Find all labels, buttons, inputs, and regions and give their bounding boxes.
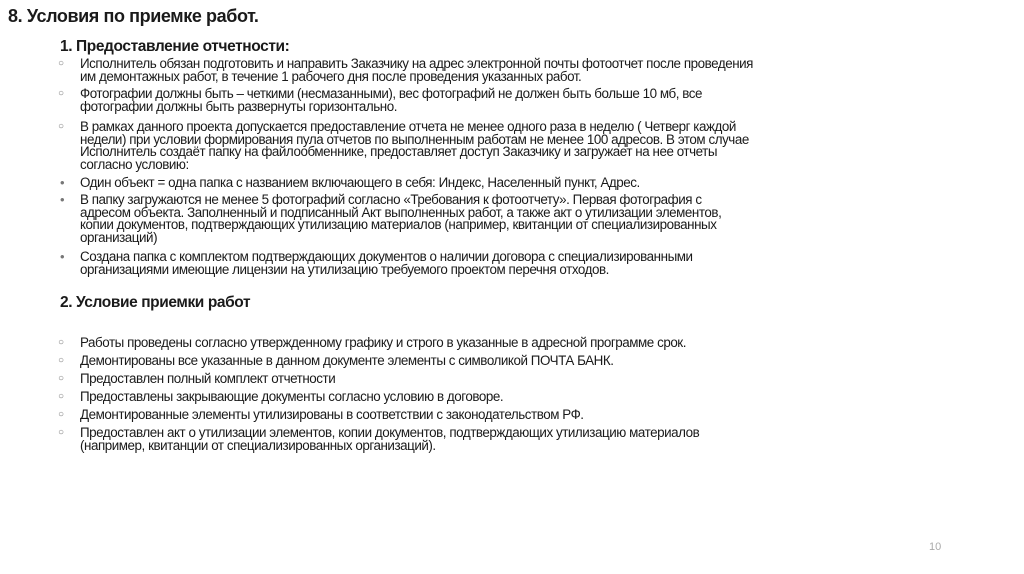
list-item-line: В папку загружаются не менее 5 фотографий согласно «Требования к фотоотчету». Первая фотография с: [80, 192, 702, 207]
bullet-circle-icon: ○: [58, 355, 64, 366]
list-item: [58, 337, 686, 350]
bullet-circle-icon: ○: [58, 337, 64, 348]
list-item-line: Работы проведены согласно утвержденному графику и строго в указанные в адресной программе срок.: [80, 335, 686, 350]
list-item-line: Один объект = одна папка с названием включающего в себя: Индекс, Населенный пункт, Адрес.: [80, 175, 640, 190]
list-item: [58, 194, 721, 244]
list-item: [58, 373, 335, 386]
list-item-line: Демонтированы все указанные в данном документе элементы с символикой ПОЧТА БАНК.: [80, 353, 614, 368]
list-item: [58, 251, 693, 276]
list-item: [58, 427, 699, 452]
list-item-line: Предоставлены закрывающие документы согласно условию в договоре.: [80, 389, 504, 404]
list-item-line: недели) при условии формирования пула отчетов по выполненным работам не менее 100 адресов. В этом случае: [80, 131, 749, 147]
list-item-line: Предоставлен полный комплект отчетности: [80, 371, 336, 386]
list-item-line: Фотографии должны быть – четкими (несмазанными), вес фотографий не должен быть больше 10 мб, все: [80, 86, 703, 101]
list-item: [58, 355, 614, 368]
list-item-line: Создана папка с комплектом подтверждающих документов о наличии договора с специализированными: [80, 249, 693, 264]
list-item: [58, 121, 749, 171]
list-item: [58, 177, 640, 190]
slide-title: 8. Условия по приемке работ.: [8, 6, 259, 26]
bullet-dot-icon: •: [60, 175, 65, 190]
bullet-dot-icon: •: [60, 192, 65, 207]
list-item: [58, 409, 584, 422]
list-item-line: организациями имеющие лицензии на утилизацию требуемого проектом перечня отходов.: [80, 261, 609, 277]
list-item-line: согласно условию:: [80, 156, 189, 172]
bullet-circle-icon: ○: [58, 391, 64, 402]
list-item-line: Исполнитель обязан подготовить и направить Заказчику на адрес электронной почты фотоотчет после проведения: [80, 56, 753, 71]
list-item-line: (например, квитанции от специализированных организаций).: [80, 437, 436, 453]
list-item-line: фотографии должны быть развернуты горизонтально.: [80, 98, 397, 114]
bullet-circle-icon: ○: [58, 88, 64, 99]
list-item-line: организаций): [80, 229, 158, 245]
bullet-circle-icon: ○: [58, 58, 64, 69]
list-item-line: Демонтированные элементы утилизированы в соответствии с законодательством РФ.: [80, 407, 584, 422]
list-item-line: Исполнитель создаёт папку на файлообменнике, предоставляет доступ Заказчику и загружает на нее отчеты: [80, 144, 718, 160]
list-item: [58, 88, 702, 113]
list-item: [58, 391, 503, 404]
list-item: [58, 58, 753, 83]
list-item-line: адресом объекта. Заполненный и подписанный Акт выполненных работ, а также акт о утилизации элементов,: [80, 204, 722, 220]
section-2-heading: 2. Условие приемки работ: [60, 294, 251, 311]
bullet-dot-icon: •: [60, 249, 65, 264]
section-1-heading: 1. Предоставление отчетности:: [60, 38, 290, 55]
list-item-line: Предоставлен акт о утилизации элементов, копии документов, подтверждающих утилизацию материалов: [80, 425, 700, 440]
list-item-line: им демонтажных работ, в течение 1 рабочего дня после проведения указанных работ.: [80, 68, 582, 84]
bullet-circle-icon: ○: [58, 427, 64, 438]
page-number: 10: [929, 541, 942, 553]
bullet-circle-icon: ○: [58, 409, 64, 420]
bullet-circle-icon: ○: [58, 121, 64, 132]
list-item-line: В рамках данного проекта допускается предоставление отчета не менее одного раза в неделю ( Четверг каждой: [80, 119, 736, 134]
bullet-circle-icon: ○: [58, 373, 64, 384]
list-item-line: копии документов, подтверждающих утилизацию материалов (например, квитанции от специализированных: [80, 217, 717, 233]
